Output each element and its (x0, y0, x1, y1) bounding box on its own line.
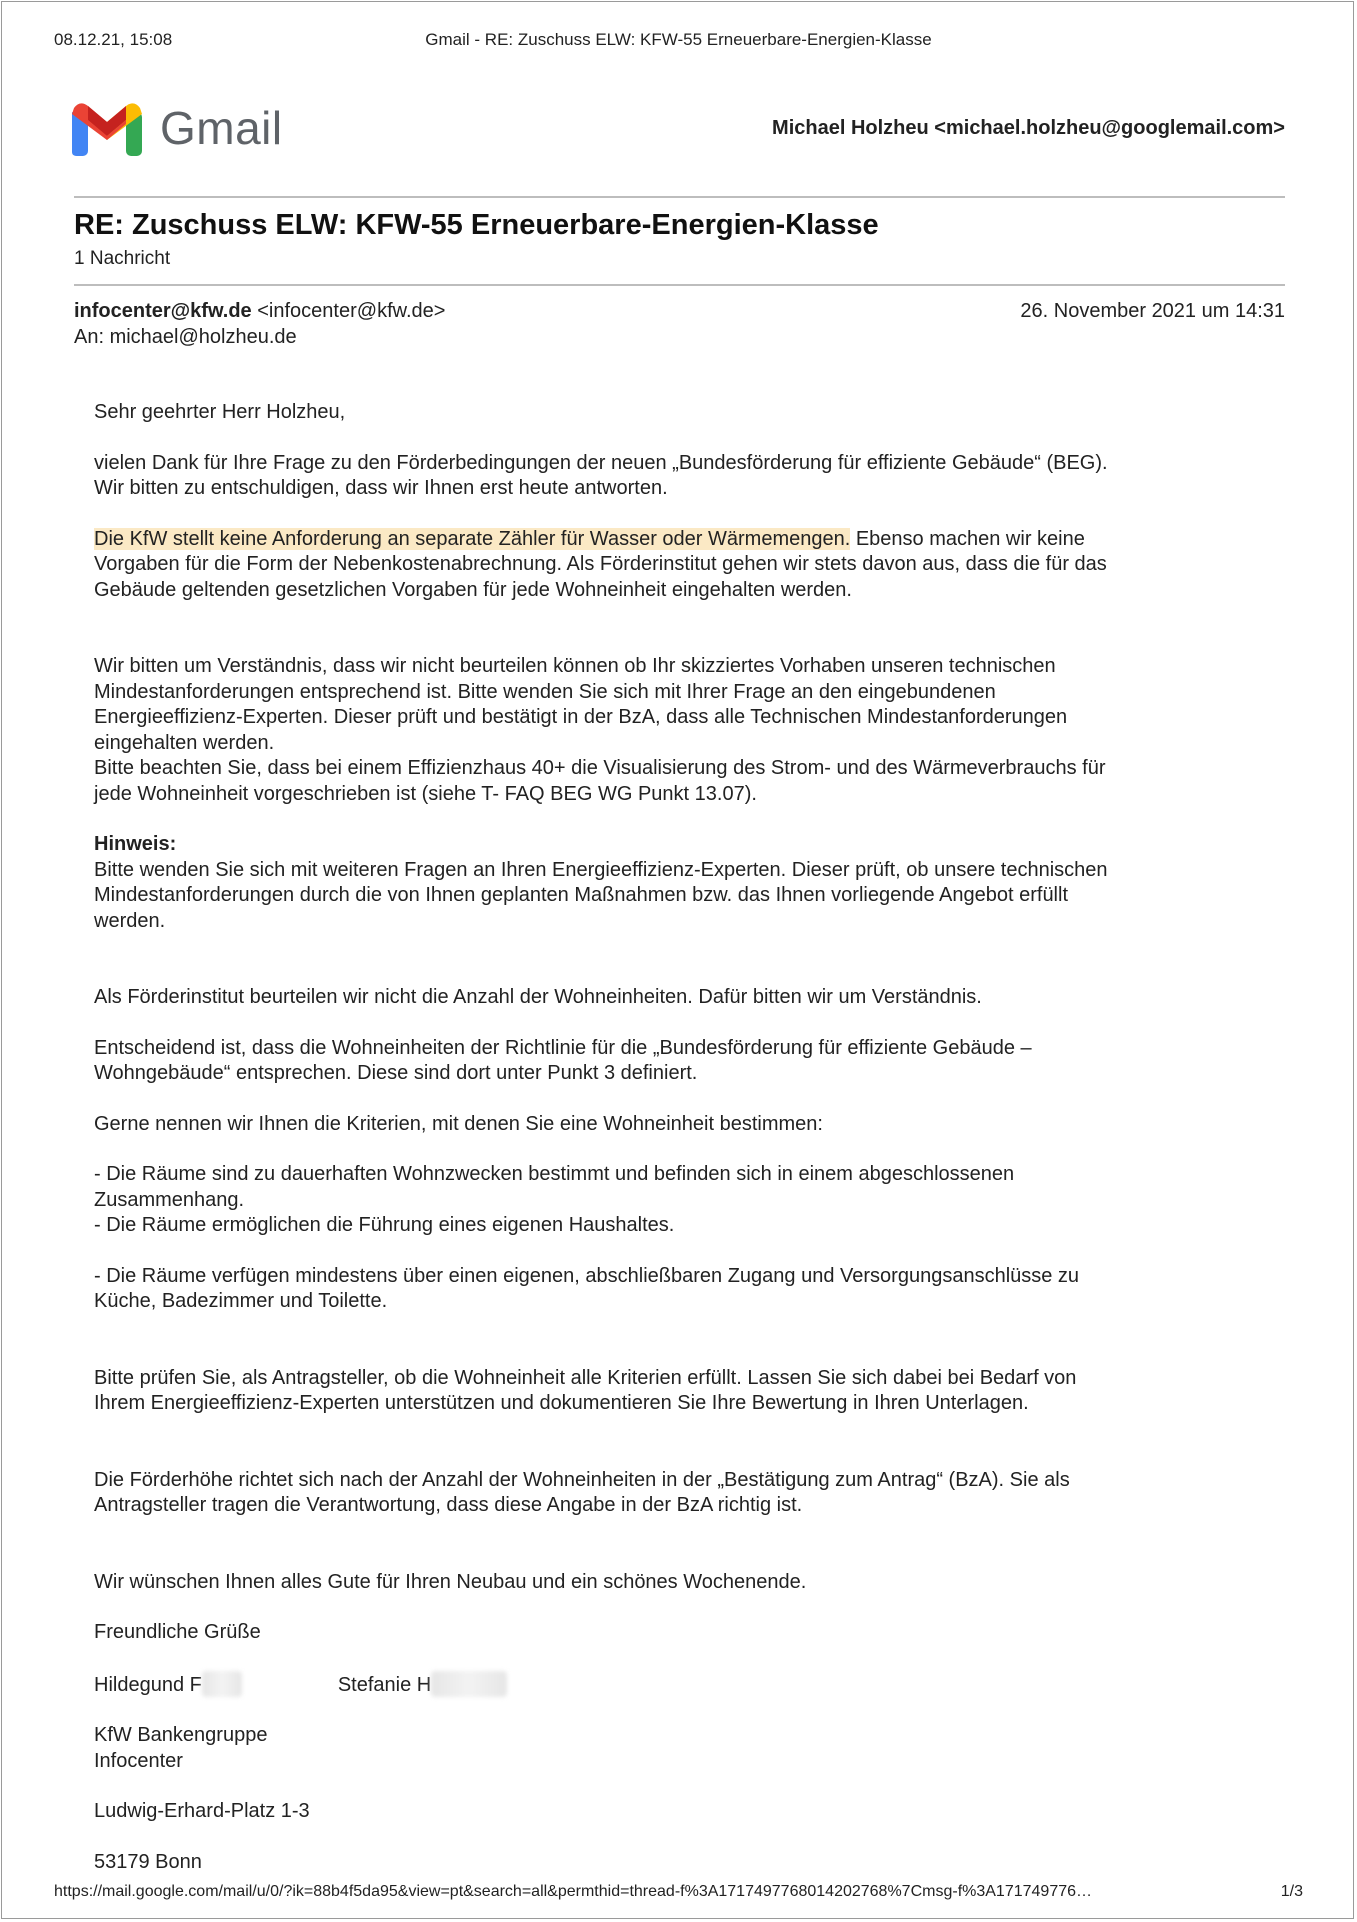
text-line: Küche, Badezimmer und Toilette. (94, 1290, 388, 1312)
print-url: https://mail.google.com/mail/u/0/?ik=88b4f5da95&view=pt&search=all&permthid=thread-f%3A1717497768014202768%7Cmsg-f%3A171749776… (54, 1883, 1093, 1900)
highlighted-text: Die KfW stellt keine Anforderung an separate Zähler für Wasser oder Wärmemengen. (94, 527, 851, 550)
text-line: Antragsteller tragen die Verantwortung, dass diese Angabe in der BzA richtig ist. (94, 1494, 803, 1516)
print-title: Gmail - RE: Zuschuss ELW: KFW-55 Erneuerbare-Energien-Klasse (425, 30, 932, 49)
closing: Freundliche Grüße (94, 1621, 261, 1643)
divider (74, 196, 1285, 198)
text-line: werden. (94, 909, 166, 932)
text-line: Zusammenhang. (94, 1188, 245, 1211)
text-line: Bitte prüfen Sie, als Antragsteller, ob die Wohneinheit alle Kriterien erfüllt. Lassen Sie sich dabei bei Bedarf von (94, 1366, 1077, 1389)
text-line: eingehalten werden. (94, 731, 275, 754)
sender-address: <infocenter@kfw.de> (257, 300, 446, 322)
paragraph (94, 1036, 1294, 1087)
text-line: - Die Räume ermöglichen die Führung eines eigenen Haushaltes. (94, 1214, 675, 1236)
street-address: Ludwig-Erhard-Platz 1-3 (94, 1800, 310, 1822)
paragraph (94, 1468, 1294, 1519)
greeting: Sehr geehrter Herr Holzheu, (94, 401, 346, 423)
text-line: Infocenter (94, 1749, 183, 1772)
text-line: Entscheidend ist, dass die Wohneinheiten der Richtlinie für die „Bundesförderung für effiziente Gebäude – (94, 1036, 1032, 1059)
signatures (94, 1671, 1294, 1699)
text-line: Bitte wenden Sie sich mit weiteren Fragen an Ihren Energieeffizienz-Experten. Dieser prüft, ob unsere technischen (94, 858, 1108, 881)
divider (74, 284, 1285, 286)
text-line: Bitte beachten Sie, dass bei einem Effizienzhaus 40+ die Visualisierung des Strom- und des Wärmeverbrauchs für (94, 757, 1106, 779)
text-line: KfW Bankengruppe (94, 1724, 268, 1746)
message-body (94, 400, 1294, 1875)
criteria-item (94, 1162, 1294, 1239)
sender-name: infocenter@kfw.de (74, 300, 252, 322)
message-date: 26. November 2021 um 14:31 (1020, 300, 1285, 322)
text-line: Vorgaben für die Form der Nebenkostenabrechnung. Als Förderinstitut gehen wir stets davon aus, dass die für das (94, 553, 1107, 575)
text-line: Die Förderhöhe richtet sich nach der Anzahl der Wohneinheiten in der „Bestätigung zum Antrag“ (BzA). Sie als (94, 1468, 1070, 1491)
paragraph (94, 1366, 1294, 1417)
text-line: Energieeffizienz-Experten. Dieser prüft und bestätigt in der BzA, dass alle Technischen Mindestanforderungen (94, 706, 1068, 728)
text-line: Wir bitten zu entschuldigen, dass wir Ihnen erst heute antworten. (94, 477, 668, 499)
paragraph (94, 527, 1294, 604)
paragraph: Gerne nennen wir Ihnen die Kriterien, mit denen Sie eine Wohneinheit bestimmen: (94, 1112, 823, 1135)
page-number: 1/3 (1280, 1883, 1303, 1900)
text-line: jede Wohneinheit vorgeschrieben ist (siehe T- FAQ BEG WG Punkt 13.07). (94, 782, 757, 805)
text-line: Ebenso machen wir keine (850, 527, 1085, 550)
sender (74, 300, 445, 323)
paragraph: Wir wünschen Ihnen alles Gute für Ihren Neubau und ein schönes Wochenende. (94, 1570, 807, 1593)
signature-1: Hildegund F (94, 1673, 202, 1696)
print-date: 08.12.21, 15:08 (54, 30, 173, 49)
gmail-logo-icon (72, 100, 142, 156)
text-line: Wohngebäude“ entsprechen. Diese sind dort unter Punkt 3 definiert. (94, 1062, 698, 1084)
hint (94, 832, 1294, 934)
city-address: 53179 Bonn (94, 1850, 202, 1873)
message-count: 1 Nachricht (74, 248, 171, 269)
recipient: An: michael@holzheu.de (74, 326, 297, 348)
text-line: vielen Dank für Ihre Frage zu den Förderbedingungen der neuen „Bundesförderung für effiziente Gebäude“ (BEG). (94, 451, 1108, 474)
account-name: Michael Holzheu <michael.holzheu@googlemail.com> (772, 117, 1285, 139)
gmail-wordmark: Gmail (160, 102, 283, 154)
text-line: - Die Räume sind zu dauerhaften Wohnzwecken bestimmt und befinden sich in einem abgeschlossenen (94, 1163, 1015, 1185)
signature-2: Stefanie H (337, 1673, 432, 1696)
thread-subject: RE: Zuschuss ELW: KFW-55 Erneuerbare-Energien-Klasse (74, 209, 879, 241)
paragraph (94, 654, 1294, 807)
paragraph: Als Förderinstitut beurteilen wir nicht die Anzahl der Wohneinheiten. Dafür bitten wir um Verständnis. (94, 986, 982, 1008)
text-line: - Die Räume verfügen mindestens über einen eigenen, abschließbaren Zugang und Versorgungsanschlüsse zu (94, 1264, 1080, 1287)
redacted-name (202, 1671, 242, 1697)
paragraph (94, 451, 1294, 502)
organization (94, 1723, 1294, 1774)
hint-title: Hinweis: (94, 833, 177, 855)
criteria-item (94, 1264, 1294, 1315)
text-line: Mindestanforderungen durch die von Ihnen geplanten Maßnahmen bzw. das Ihnen vorliegende Angebot erfüllt (94, 884, 1069, 906)
text-line: Ihrem Energieeffizienz-Experten unterstützen und dokumentieren Sie Ihre Bewertung in Ihren Unterlagen. (94, 1392, 1029, 1414)
text-line: Wir bitten um Verständnis, dass wir nicht beurteilen können ob Ihr skizziertes Vorhaben unseren technischen (94, 655, 1056, 677)
text-line: Mindestanforderungen entsprechend ist. Bitte wenden Sie sich mit Ihrer Frage an den eingebundenen (94, 680, 996, 703)
text-line: Gebäude geltenden gesetzlichen Vorgaben für jede Wohneinheit eingehalten werden. (94, 578, 852, 601)
redacted-name (431, 1671, 507, 1697)
